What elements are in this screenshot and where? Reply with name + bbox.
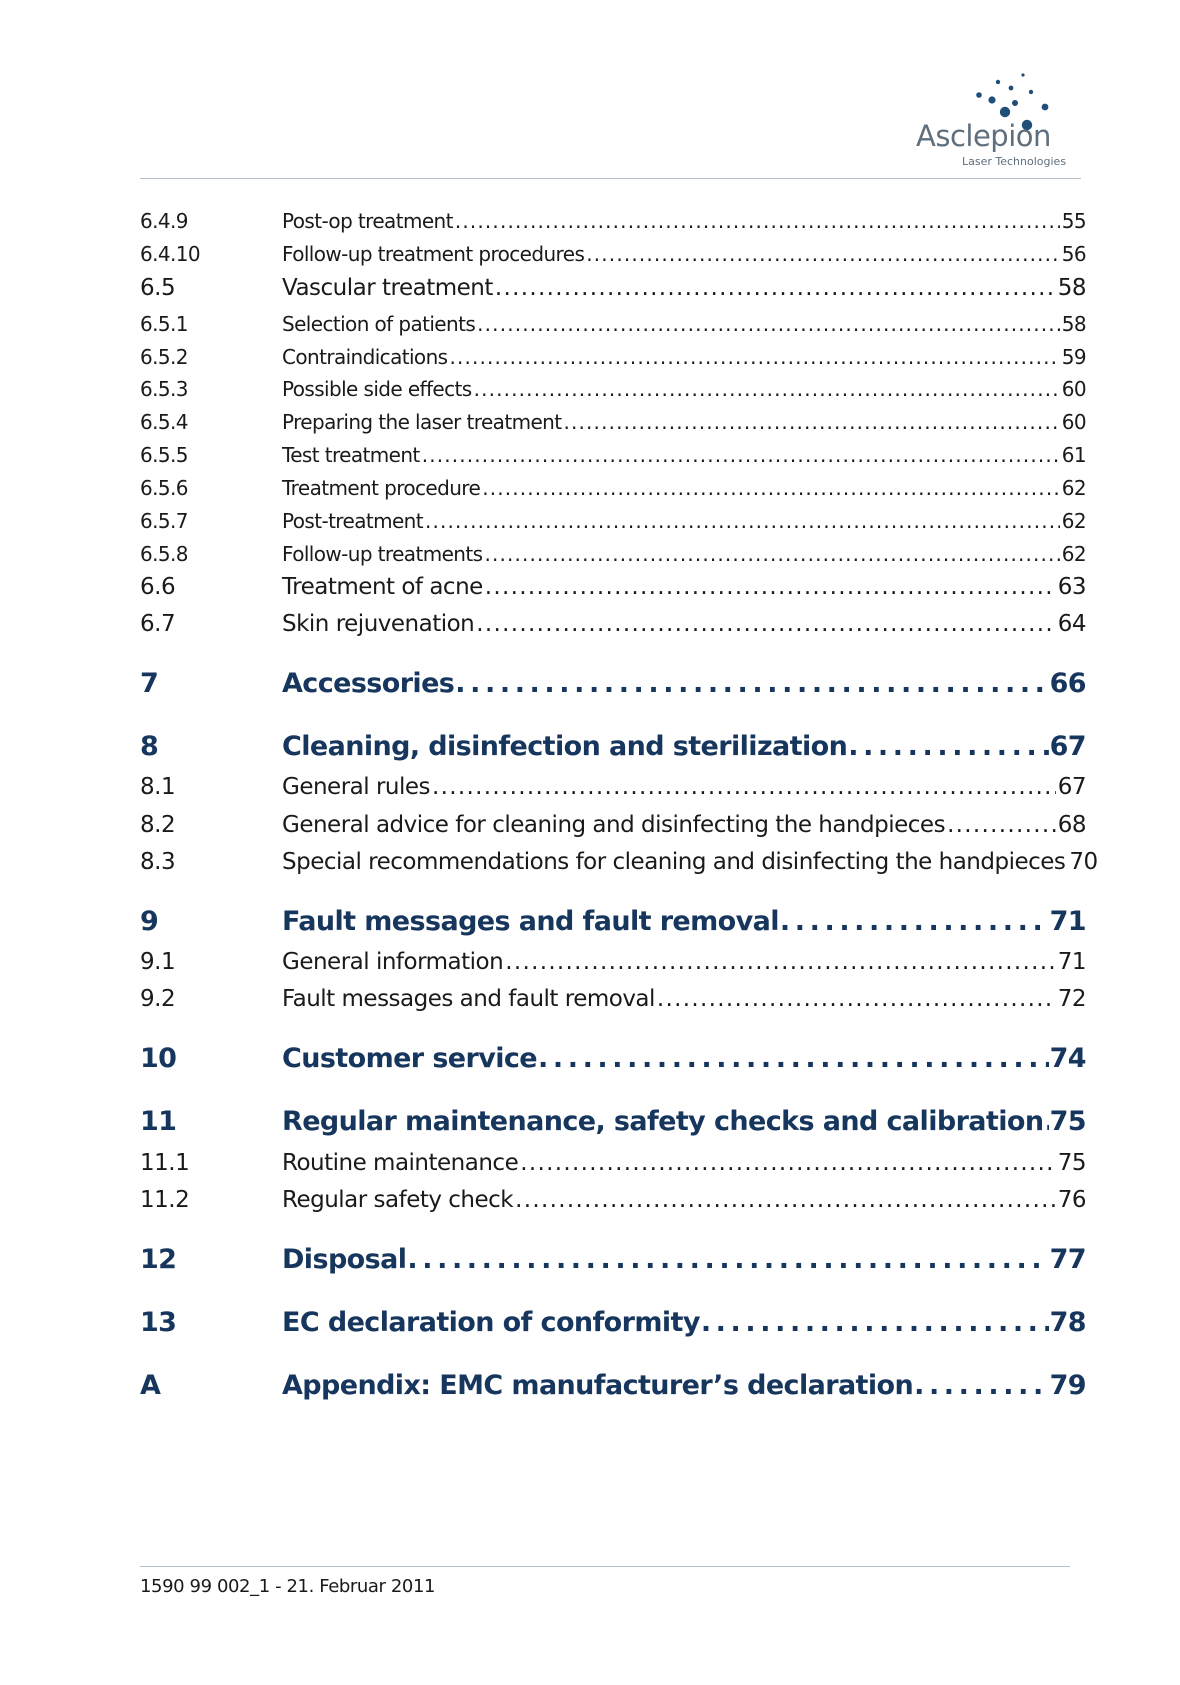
toc-entry-page[interactable]: 60 <box>1061 377 1086 401</box>
toc-entry-page[interactable]: 79 <box>1049 1370 1086 1401</box>
toc-entry[interactable] <box>140 1370 1086 1401</box>
toc-entry-title[interactable]: Fault messages and fault removal <box>282 906 779 937</box>
toc-entry[interactable] <box>140 542 1086 566</box>
toc-leader-dots <box>455 209 1060 233</box>
toc-entry[interactable] <box>140 242 1086 266</box>
toc-entry[interactable] <box>140 812 1086 838</box>
toc-entry[interactable] <box>140 1043 1086 1074</box>
toc-entry-number: 6.5.5 <box>140 443 188 467</box>
toc-leader-dots <box>701 1307 1049 1338</box>
logo-wordmark: Asclepion <box>916 119 1051 153</box>
toc-entry[interactable] <box>140 410 1086 434</box>
toc-leader-dots <box>564 410 1060 434</box>
toc-entry-page[interactable]: 71 <box>1049 906 1086 937</box>
toc-leader-dots <box>449 345 1059 369</box>
toc-leader-dots <box>657 986 1056 1012</box>
toc-entry-page[interactable]: 75 <box>1049 1106 1086 1137</box>
toc-entry-number: 6.6 <box>140 574 176 600</box>
toc-entry-title[interactable]: Special recommendations for cleaning and disinfecting the handpieces <box>282 849 1066 875</box>
toc-leader-dots <box>538 1043 1049 1074</box>
toc-leader-dots <box>515 1187 1056 1213</box>
toc-entry-page[interactable]: 70 <box>1069 849 1098 875</box>
toc-entry-number: 7 <box>140 668 159 699</box>
toc-leader-dots <box>505 949 1056 975</box>
toc-entry-title[interactable]: Treatment of acne <box>282 574 483 600</box>
toc-entry-page[interactable]: 60 <box>1061 410 1086 434</box>
toc-entry-page[interactable]: 62 <box>1061 542 1086 566</box>
toc-entry-number: 6.4.10 <box>140 242 201 266</box>
toc-entry-title[interactable]: General advice for cleaning and disinfecting the handpieces <box>282 812 946 838</box>
toc-entry-number: 8.1 <box>140 774 176 800</box>
toc-entry-title[interactable]: Skin rejuvenation <box>282 611 475 637</box>
footer-divider <box>140 1566 1070 1567</box>
toc-entry-title[interactable]: Preparing the laser treatment <box>282 410 562 434</box>
toc-entry-page[interactable]: 58 <box>1057 275 1086 301</box>
toc-entry-title[interactable]: Selection of patients <box>282 312 476 336</box>
toc-entry-page[interactable]: 56 <box>1061 242 1086 266</box>
toc-entry[interactable] <box>140 986 1086 1012</box>
toc-entry[interactable] <box>140 731 1086 762</box>
toc-entry-title[interactable]: General rules <box>282 774 431 800</box>
toc-entry-page[interactable]: 64 <box>1057 611 1086 637</box>
toc-leader-dots <box>474 377 1060 401</box>
toc-entry-number: 10 <box>140 1043 177 1074</box>
toc-entry-number: 6.5.3 <box>140 377 188 401</box>
toc-entry[interactable] <box>140 849 1098 875</box>
toc-entry[interactable] <box>140 906 1086 937</box>
toc-leader-dots <box>520 1150 1055 1176</box>
company-logo <box>912 70 1072 170</box>
toc-entry[interactable] <box>140 377 1086 401</box>
toc-entry-number: 6.5.2 <box>140 345 188 369</box>
toc-leader-dots <box>1044 1106 1048 1137</box>
toc-entry[interactable] <box>140 312 1086 336</box>
toc-entry[interactable] <box>140 476 1086 500</box>
toc-entry[interactable] <box>140 209 1086 233</box>
toc-entry-page[interactable]: 62 <box>1061 476 1086 500</box>
toc-entry[interactable] <box>140 668 1086 699</box>
toc-entry-page[interactable]: 58 <box>1061 312 1086 336</box>
toc-entry-number: 8 <box>140 731 159 762</box>
toc-leader-dots <box>482 476 1060 500</box>
toc-entry-title[interactable]: Contraindications <box>282 345 448 369</box>
toc-leader-dots <box>586 242 1059 266</box>
toc-entry-page[interactable]: 75 <box>1057 1150 1086 1176</box>
toc-leader-dots <box>780 906 1049 937</box>
toc-entry-number: 6.5.6 <box>140 476 188 500</box>
toc-entry-title[interactable]: Follow-up treatment procedures <box>282 242 585 266</box>
toc-leader-dots <box>485 574 1056 600</box>
toc-entry-title[interactable]: Appendix: EMC manufacturer’s declaration <box>282 1370 914 1401</box>
toc-entry[interactable] <box>140 574 1086 600</box>
toc-entry-number: 9 <box>140 906 159 937</box>
toc-entry-page[interactable]: 71 <box>1057 949 1086 975</box>
toc-leader-dots <box>848 731 1048 762</box>
toc-entry[interactable] <box>140 1106 1086 1137</box>
toc-entry-number: 6.5 <box>140 275 176 301</box>
toc-leader-dots <box>914 1370 1049 1401</box>
toc-leader-dots <box>425 509 1060 533</box>
toc-leader-dots <box>407 1244 1048 1275</box>
toc-entry-title[interactable]: Routine maintenance <box>282 1150 519 1176</box>
toc-entry-number: 6.4.9 <box>140 209 188 233</box>
toc-entry-title[interactable]: Disposal <box>282 1244 407 1275</box>
toc-entry-title[interactable]: Regular maintenance, safety checks and calibration <box>282 1106 1044 1137</box>
toc-entry-page[interactable]: 63 <box>1057 574 1086 600</box>
toc-entry-number: 11 <box>140 1106 177 1137</box>
toc-leader-dots <box>495 275 1056 301</box>
toc-entry-number: 6.5.1 <box>140 312 188 336</box>
toc-entry-title[interactable]: Regular safety check <box>282 1187 514 1213</box>
toc-entry-number: 6.7 <box>140 611 176 637</box>
toc-leader-dots <box>476 611 1055 637</box>
toc-entry[interactable] <box>140 345 1086 369</box>
footer-doc-reference: 1590 99 002_1 - 21. Februar 2011 <box>140 1576 436 1597</box>
logo-tagline: Laser Technologies <box>962 155 1067 168</box>
toc-entry-number: 11.1 <box>140 1150 190 1176</box>
toc-leader-dots <box>422 443 1060 467</box>
toc-entry-page[interactable]: 78 <box>1049 1307 1086 1338</box>
toc-entry-title[interactable]: General information <box>282 949 504 975</box>
toc-entry-title[interactable]: Vascular treatment <box>282 275 493 301</box>
toc-entry-number: 8.3 <box>140 849 176 875</box>
toc-entry[interactable] <box>140 1307 1086 1338</box>
toc-entry-title[interactable]: Follow-up treatments <box>282 542 483 566</box>
toc-entry-page[interactable]: 59 <box>1061 345 1086 369</box>
toc-entry-page[interactable]: 55 <box>1061 209 1086 233</box>
toc-leader-dots <box>477 312 1060 336</box>
toc-entry-title[interactable]: Accessories <box>282 668 455 699</box>
toc-entry-title[interactable]: Post-op treatment <box>282 209 453 233</box>
toc-entry-title[interactable]: Test treatment <box>282 443 420 467</box>
toc-entry-number: 9.1 <box>140 949 176 975</box>
toc-entry-page[interactable]: 67 <box>1057 774 1086 800</box>
toc-entry-title[interactable]: EC declaration of conformity <box>282 1307 700 1338</box>
header-divider <box>140 178 1081 179</box>
toc-entry-page[interactable]: 62 <box>1061 509 1086 533</box>
toc-entry-page[interactable]: 66 <box>1049 668 1086 699</box>
toc-entry-page[interactable]: 72 <box>1057 986 1086 1012</box>
toc-entry[interactable] <box>140 611 1086 637</box>
toc-entry[interactable] <box>140 949 1086 975</box>
toc-entry-page[interactable]: 68 <box>1057 812 1086 838</box>
toc-entry-number: 13 <box>140 1307 177 1338</box>
toc-entry-number: A <box>140 1370 161 1401</box>
toc-entry-number: 12 <box>140 1244 177 1275</box>
toc-entry-page[interactable]: 76 <box>1057 1187 1086 1213</box>
toc-entry[interactable] <box>140 1244 1086 1275</box>
toc-leader-dots <box>432 774 1056 800</box>
toc-leader-dots <box>455 668 1048 699</box>
toc-entry[interactable] <box>140 509 1086 533</box>
toc-entry[interactable] <box>140 1187 1086 1213</box>
toc-entry-page[interactable]: 67 <box>1049 731 1086 762</box>
toc-entry-title[interactable]: Cleaning, disinfection and sterilization <box>282 731 848 762</box>
toc-entry[interactable] <box>140 1150 1086 1176</box>
toc-entry-page[interactable]: 74 <box>1049 1043 1086 1074</box>
toc-entry-page[interactable]: 77 <box>1049 1244 1086 1275</box>
toc-leader-dots <box>484 542 1059 566</box>
toc-entry[interactable] <box>140 774 1086 800</box>
toc-entry[interactable] <box>140 275 1086 301</box>
toc-entry-number: 11.2 <box>140 1187 190 1213</box>
toc-entry-title[interactable]: Treatment procedure <box>282 476 481 500</box>
toc-entry-title[interactable]: Customer service <box>282 1043 537 1074</box>
toc-leader-dots <box>947 812 1056 838</box>
toc-entry-number: 6.5.8 <box>140 542 188 566</box>
toc-entry-title[interactable]: Post-treatment <box>282 509 423 533</box>
toc-entry-title[interactable]: Possible side effects <box>282 377 472 401</box>
toc-entry-page[interactable]: 61 <box>1061 443 1086 467</box>
toc-entry-number: 8.2 <box>140 812 176 838</box>
toc-entry-number: 6.5.4 <box>140 410 188 434</box>
toc-entry-number: 6.5.7 <box>140 509 188 533</box>
toc-entry-title[interactable]: Fault messages and fault removal <box>282 986 655 1012</box>
toc-entry-number: 9.2 <box>140 986 176 1012</box>
toc-entry[interactable] <box>140 443 1086 467</box>
